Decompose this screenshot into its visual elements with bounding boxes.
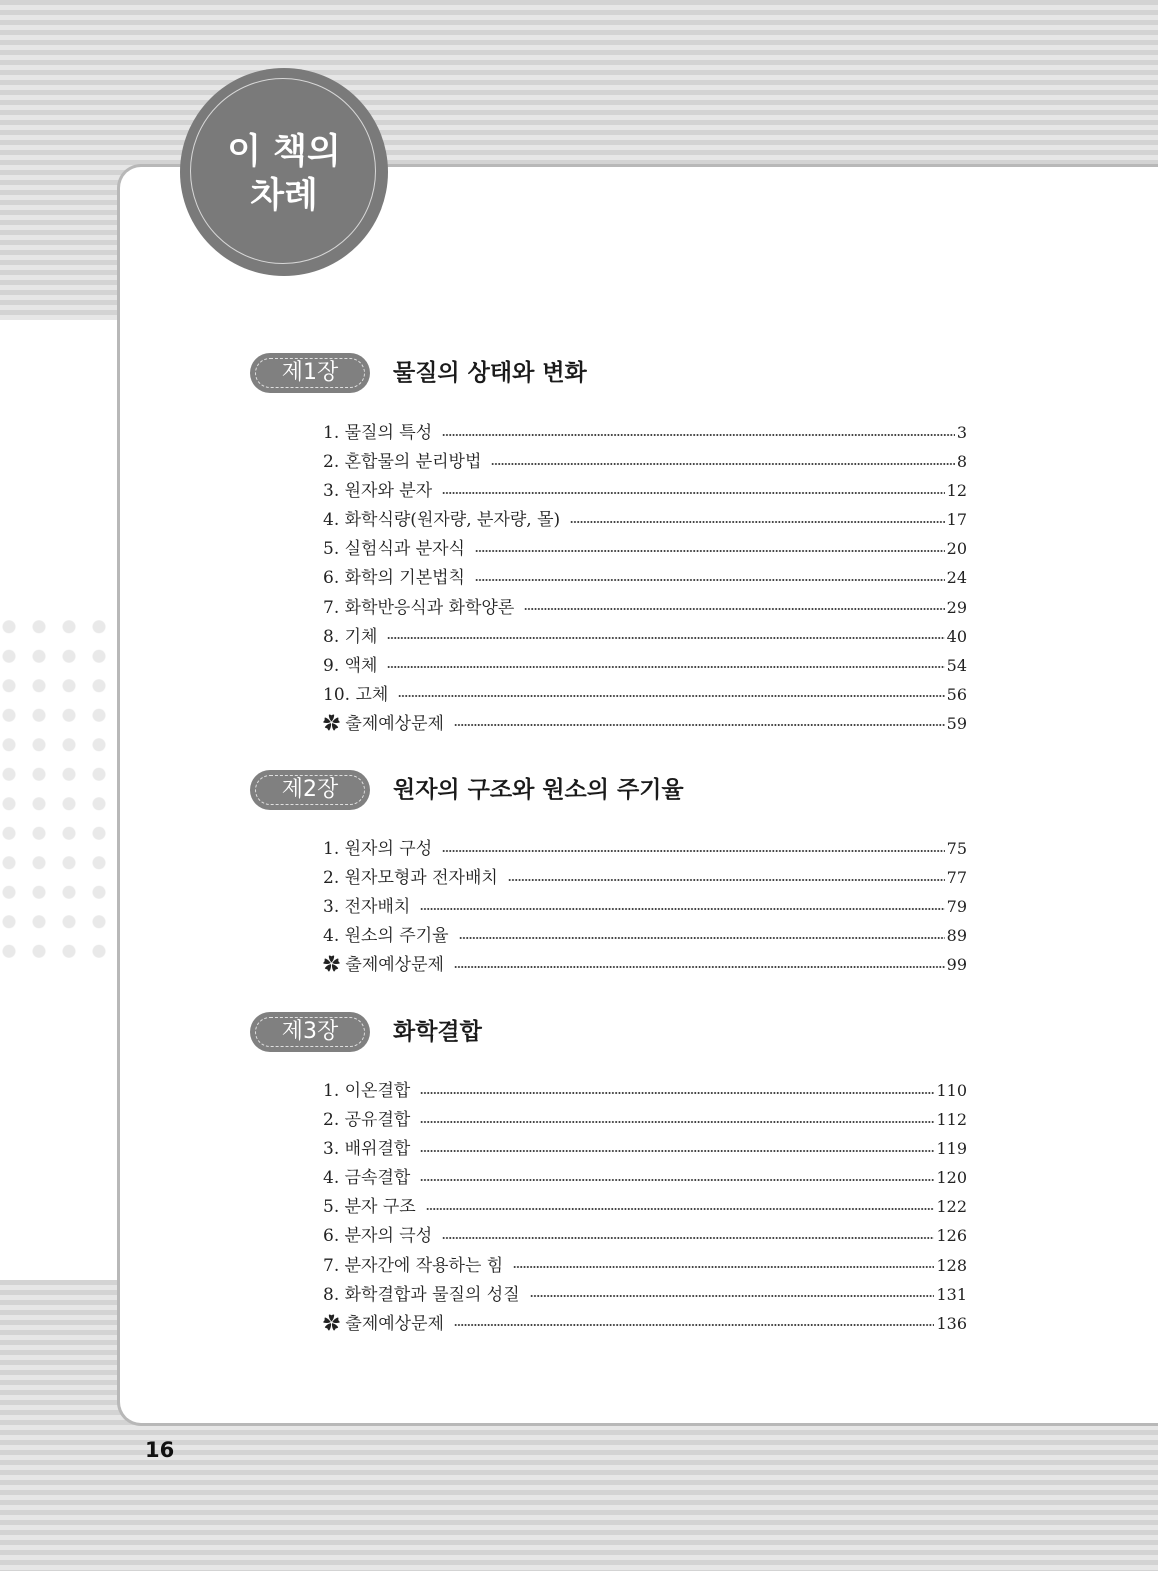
dot-leader [426, 1208, 935, 1210]
toc-entry-page: 75 [946, 839, 967, 858]
dot-leader [420, 1150, 934, 1152]
chapter-3-title: 화학결합 [393, 1019, 482, 1045]
toc-entry [323, 1163, 967, 1192]
toc-entry-page: 131 [936, 1284, 967, 1304]
toc-entry-title: ✿ 출제예상문제 [323, 713, 444, 734]
dot-leader [387, 666, 944, 668]
toc-entry-title: 2. 공유결합 [323, 1110, 411, 1131]
toc-entry-title: 2. 혼합물의 분리방법 [323, 452, 482, 473]
dot-leader [491, 463, 954, 465]
chapter-1-toc [323, 418, 967, 738]
toc-entry-page: 24 [946, 568, 967, 588]
chapter-1-label: 제1장 [281, 360, 339, 385]
toc-entry-title: 7. 분자간에 작용하는 힘 [323, 1255, 504, 1276]
toc-entry-page: 54 [946, 655, 967, 675]
toc-entry-page: 40 [946, 626, 967, 646]
toc-entry-title: 10. 고체 [323, 684, 389, 705]
dot-leader [475, 550, 945, 552]
toc-entry [323, 921, 967, 950]
chapter-2-label: 제2장 [281, 777, 339, 802]
badge-line-1: 이 책의 [227, 132, 341, 172]
toc-entry [323, 1309, 967, 1338]
toc-entry-page: 128 [936, 1255, 967, 1275]
toc-entry-page: 12 [946, 481, 967, 501]
toc-entry [323, 950, 967, 979]
toc-entry-page: 112 [936, 1110, 967, 1130]
toc-entry-title: 9. 액체 [323, 655, 378, 676]
chapter-3-toc [323, 1076, 967, 1338]
dot-leader [524, 608, 944, 610]
toc-entry-page: 119 [936, 1139, 967, 1159]
toc-entry-page: 59 [946, 713, 967, 733]
toc-entry [323, 505, 967, 534]
toc-entry [323, 563, 967, 592]
toc-entry [323, 1221, 967, 1250]
dot-leader [454, 724, 945, 726]
chapter-1-pill [250, 353, 370, 393]
toc-entry-title: 8. 기체 [323, 626, 378, 647]
toc-entry-page: 29 [946, 597, 967, 617]
toc-entry-page: 126 [936, 1226, 967, 1246]
toc-entry-page: 77 [946, 868, 967, 888]
dot-leader [454, 1324, 935, 1326]
toc-entry-title: 4. 화학식량(원자량, 분자량, 몰) [323, 510, 561, 531]
toc-entry [323, 709, 967, 738]
toc-entry-title: 6. 화학의 기본법칙 [323, 568, 465, 589]
toc-entry [323, 1280, 967, 1309]
toc-entry-page: 17 [946, 510, 967, 530]
toc-entry [323, 651, 967, 680]
toc-entry-page: 110 [936, 1081, 967, 1100]
toc-entry-page: 3 [956, 423, 967, 442]
toc-entry-title: 1. 원자의 구성 [323, 839, 433, 859]
toc-entry-title: ✿ 출제예상문제 [323, 1313, 444, 1334]
dot-leader [420, 1179, 934, 1181]
toc-entry [323, 476, 967, 505]
toc-entry-title: 4. 원소의 주기율 [323, 926, 449, 947]
dot-leader [508, 879, 945, 881]
toc-entry-page: 89 [946, 926, 967, 946]
toc-entry [323, 680, 967, 709]
toc-entry-title: 3. 전자배치 [323, 897, 411, 918]
toc-entry-title: 6. 분자의 극성 [323, 1226, 433, 1247]
toc-entry-title: 8. 화학결합과 물질의 성질 [323, 1284, 520, 1305]
toc-entry [323, 447, 967, 476]
chapter-1-title: 물질의 상태와 변화 [393, 360, 587, 386]
toc-badge [180, 68, 388, 276]
toc-entry-title: 4. 금속결합 [323, 1168, 411, 1189]
toc-entry [323, 1251, 967, 1280]
dot-leader [459, 937, 945, 939]
toc-entry [323, 418, 967, 447]
toc-entry-page: 20 [946, 539, 967, 559]
dot-leader [570, 521, 944, 523]
toc-entry-page: 122 [936, 1197, 967, 1217]
toc-entry-title: 2. 원자모형과 전자배치 [323, 868, 498, 889]
toc-entry [323, 1105, 967, 1134]
badge-title [180, 130, 388, 218]
dot-leader [475, 579, 945, 581]
dot-leader [513, 1266, 934, 1268]
toc-entry-page: 56 [946, 684, 967, 704]
badge-line-2: 차례 [250, 176, 318, 216]
toc-entry-title: 3. 배위결합 [323, 1139, 411, 1160]
toc-entry [323, 1076, 967, 1105]
toc-entry [323, 622, 967, 651]
dot-leader [420, 908, 944, 910]
dot-leader [442, 1237, 934, 1239]
chapter-3-pill [250, 1012, 370, 1052]
toc-entry-page: 8 [956, 452, 967, 472]
dot-leader [454, 966, 945, 968]
toc-entry-title: 1. 이온결합 [323, 1081, 411, 1101]
toc-entry-title: 5. 실험식과 분자식 [323, 539, 465, 560]
toc-entry [323, 534, 967, 563]
toc-entry [323, 593, 967, 622]
dot-leader [398, 695, 944, 697]
toc-entry [323, 892, 967, 921]
dot-leader [420, 1092, 934, 1094]
chapter-2-pill [250, 770, 370, 810]
dot-pattern [0, 612, 112, 962]
dot-leader [442, 850, 945, 852]
toc-entry-page: 136 [936, 1313, 967, 1333]
chapter-2-title: 원자의 구조와 원소의 주기율 [393, 777, 684, 803]
chapter-3-label: 제3장 [281, 1019, 339, 1044]
toc-entry [323, 1192, 967, 1221]
toc-entry-page: 120 [936, 1168, 967, 1188]
toc-entry-title: 5. 분자 구조 [323, 1197, 416, 1218]
toc-entry [323, 834, 967, 863]
dot-leader [442, 492, 945, 494]
dot-leader [387, 637, 944, 639]
dot-leader [530, 1295, 935, 1297]
page-number: 16 [145, 1438, 175, 1462]
toc-entry-title: 7. 화학반응식과 화학양론 [323, 597, 515, 618]
toc-entry-page: 79 [946, 897, 967, 917]
toc-entry-title: 1. 물질의 특성 [323, 423, 433, 443]
dot-leader [442, 434, 955, 436]
toc-entry-title: ✿ 출제예상문제 [323, 955, 444, 976]
dot-leader [420, 1121, 934, 1123]
toc-entry [323, 863, 967, 892]
toc-entry-page: 99 [946, 955, 967, 975]
toc-entry-title: 3. 원자와 분자 [323, 481, 433, 502]
toc-entry [323, 1134, 967, 1163]
chapter-2-toc [323, 834, 967, 979]
